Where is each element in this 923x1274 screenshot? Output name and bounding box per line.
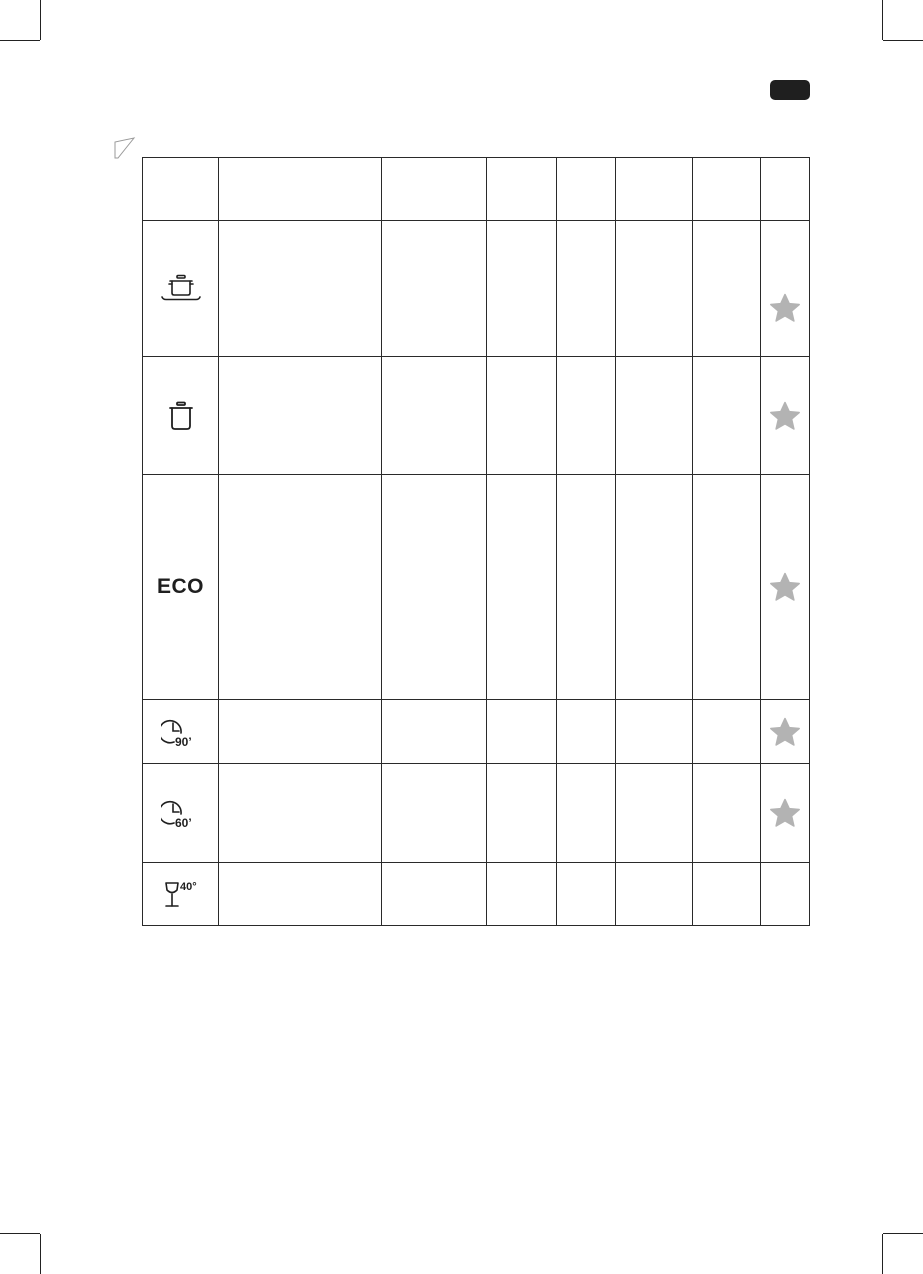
table-cell — [557, 357, 616, 475]
table-cell — [219, 863, 382, 926]
star-icon — [769, 401, 801, 431]
table-cell — [487, 357, 557, 475]
table-cell — [616, 863, 693, 926]
table-cell — [557, 221, 616, 357]
wine-glass-40-label: 40° — [179, 881, 197, 893]
star-icon — [769, 717, 801, 747]
table-cell — [382, 764, 487, 863]
star-cell — [761, 357, 810, 475]
table-cell — [219, 764, 382, 863]
table-cell — [557, 700, 616, 764]
table-cell — [557, 764, 616, 863]
star-cell — [761, 700, 810, 764]
crop-mark-top-right-horizontal — [883, 40, 923, 41]
table-cell — [382, 221, 487, 357]
programme-icon-cell — [143, 764, 219, 863]
header-cell — [487, 158, 557, 221]
table-cell — [616, 700, 693, 764]
crop-mark-bottom-right-horizontal — [883, 1233, 923, 1234]
table-cell — [761, 863, 810, 926]
table-cell — [219, 700, 382, 764]
star-icon — [769, 798, 801, 828]
language-badge — [770, 80, 810, 100]
table-cell — [382, 700, 487, 764]
table-cell — [487, 221, 557, 357]
star-cell — [761, 475, 810, 700]
table-cell — [557, 475, 616, 700]
pot-icon — [166, 401, 196, 431]
crop-mark-top-right-vertical — [882, 0, 883, 40]
table-row — [143, 863, 810, 926]
table-cell — [693, 700, 761, 764]
crop-mark-bottom-left-vertical — [40, 1234, 41, 1274]
crop-mark-top-left-vertical — [40, 0, 41, 40]
star-cell — [761, 221, 810, 357]
table-row — [143, 221, 810, 357]
table-cell — [616, 221, 693, 357]
table-cell — [487, 764, 557, 863]
table-row — [143, 475, 810, 700]
table-cell — [693, 764, 761, 863]
table-header-row — [143, 158, 810, 221]
programme-icon-cell — [143, 475, 219, 700]
header-cell — [382, 158, 487, 221]
table-cell — [616, 357, 693, 475]
table-cell — [219, 221, 382, 357]
table-cell — [382, 357, 487, 475]
programme-icon-cell — [143, 700, 219, 764]
header-cell — [761, 158, 810, 221]
programme-icon-cell — [143, 221, 219, 357]
table-cell — [616, 764, 693, 863]
star-cell — [761, 764, 810, 863]
crop-mark-bottom-right-vertical — [882, 1234, 883, 1274]
table-cell — [382, 475, 487, 700]
note-corner-icon — [112, 136, 138, 160]
clock-90-label: 90’ — [174, 734, 192, 748]
pot-with-plate-icon — [159, 274, 203, 304]
table-cell — [487, 700, 557, 764]
header-cell — [616, 158, 693, 221]
header-cell — [693, 158, 761, 221]
table-cell — [487, 475, 557, 700]
header-cell — [557, 158, 616, 221]
table-row — [143, 357, 810, 475]
programme-table — [142, 157, 810, 926]
table-cell — [693, 863, 761, 926]
clock-90-icon — [161, 716, 201, 748]
table-cell — [557, 863, 616, 926]
table-row — [143, 764, 810, 863]
eco-label: ECO — [156, 575, 204, 598]
table-cell — [616, 475, 693, 700]
star-icon — [769, 572, 801, 602]
clock-60-icon — [161, 797, 201, 829]
table-cell — [219, 475, 382, 700]
wine-glass-40-icon — [159, 879, 203, 909]
table-cell — [219, 357, 382, 475]
table-cell — [487, 863, 557, 926]
table-cell — [382, 863, 487, 926]
header-cell — [219, 158, 382, 221]
table-cell — [693, 221, 761, 357]
clock-60-label: 60’ — [174, 816, 192, 829]
star-icon — [769, 293, 801, 323]
programme-icon-cell — [143, 863, 219, 926]
table-cell — [693, 475, 761, 700]
header-cell — [143, 158, 219, 221]
crop-mark-top-left-horizontal — [0, 40, 40, 41]
crop-mark-bottom-left-horizontal — [0, 1233, 40, 1234]
programme-icon-cell — [143, 357, 219, 475]
table-cell — [693, 357, 761, 475]
table-row — [143, 700, 810, 764]
